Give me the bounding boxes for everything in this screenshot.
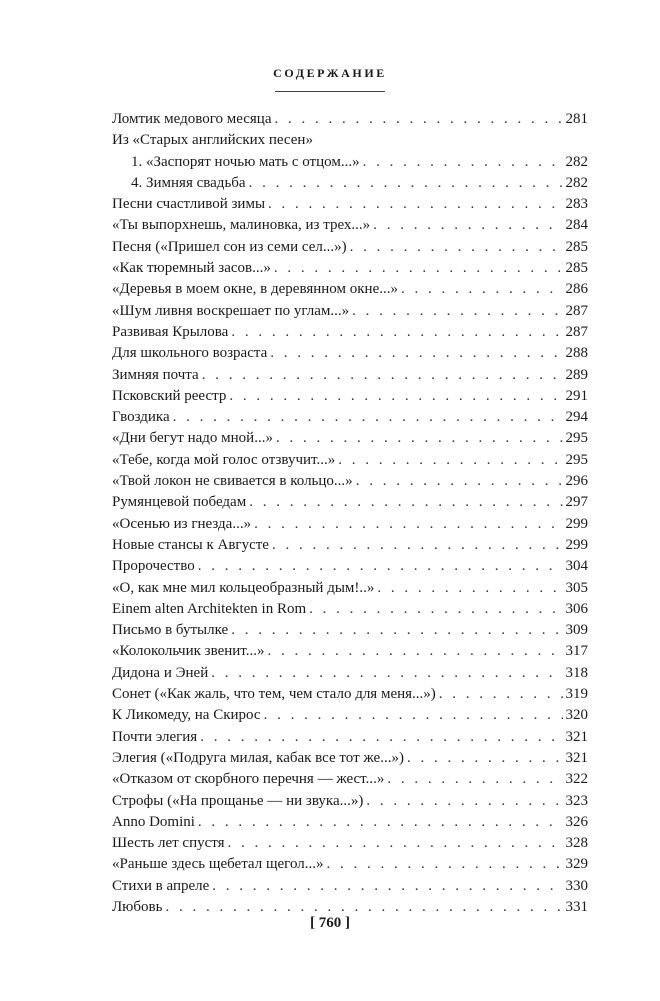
dot-leader	[272, 535, 563, 556]
toc-entry-title: Зимняя почта	[112, 366, 199, 383]
toc-entry-title: Развивая Крылова	[112, 323, 229, 340]
toc-entry-page: 287	[565, 302, 588, 319]
toc-entry-page: 299	[565, 515, 588, 532]
toc-entry-page: 295	[565, 451, 588, 468]
toc-entry-title: Письмо в бутылке	[112, 622, 229, 639]
toc-entry-page: 282	[565, 174, 588, 191]
toc-entry	[112, 237, 588, 258]
dot-leader	[407, 748, 563, 769]
toc-entry-page: 297	[565, 494, 588, 511]
toc-entry	[112, 428, 588, 449]
toc-entry-page: 318	[565, 664, 588, 681]
toc-entry	[112, 556, 588, 577]
toc-entry-page: 330	[565, 877, 588, 894]
toc-entry-page: 319	[565, 686, 588, 703]
dot-leader	[228, 833, 563, 854]
dot-leader	[264, 705, 563, 726]
toc-entry-title: Ломтик медового месяца	[112, 111, 272, 127]
toc-entry-page: 331	[565, 898, 588, 915]
toc-entry-page: 282	[565, 153, 588, 170]
toc-entry-page: 329	[565, 856, 588, 873]
dot-leader	[401, 279, 563, 300]
table-of-contents	[112, 109, 588, 918]
toc-entry-title: Песня («Пришел сон из семи сел...»)	[112, 238, 347, 255]
toc-entry-page: 323	[565, 792, 588, 809]
toc-entry-page: 296	[565, 473, 588, 490]
dot-leader	[373, 215, 562, 236]
toc-entry-title: «Как тюремный засов...»	[112, 260, 271, 277]
toc-entry	[112, 812, 588, 833]
toc-entry	[112, 258, 588, 279]
toc-entry-page: 286	[565, 281, 588, 298]
toc-entry-page: 287	[565, 323, 588, 340]
toc-entry-title: Шесть лет спустя	[112, 835, 225, 852]
dot-leader	[212, 876, 562, 897]
running-header	[0, 66, 660, 92]
dot-leader	[275, 109, 563, 130]
toc-entry	[112, 705, 588, 726]
toc-entry-title: Псковский реестр	[112, 387, 227, 404]
toc-entry-page: 285	[565, 260, 588, 277]
toc-entry	[112, 791, 588, 812]
toc-entry	[112, 322, 588, 343]
dot-leader	[363, 152, 563, 173]
toc-entry-page: 285	[565, 238, 588, 255]
toc-entry-title: «Твой локон не свивается в кольцо...»	[112, 473, 353, 490]
toc-entry-page: 291	[565, 387, 588, 404]
toc-entry-page: 284	[565, 217, 588, 234]
toc-entry-title: «Отказом от скорбного перечня — жест...»	[112, 771, 385, 788]
dot-leader	[439, 684, 563, 705]
toc-entry-title: К Ликомеду, на Скирос	[112, 707, 261, 724]
toc-entry-title: Любовь	[112, 898, 163, 915]
toc-entry-title: 1. «Заспорят ночью мать с отцом...»	[131, 153, 360, 170]
toc-entry	[112, 343, 588, 364]
header-divider	[275, 91, 385, 92]
toc-entry-title: Стихи в апреле	[112, 877, 210, 894]
toc-entry-page: 295	[565, 430, 588, 447]
toc-entry-page: 281	[565, 111, 588, 127]
page-number: [ 760 ]	[310, 915, 350, 931]
dot-leader	[274, 258, 563, 279]
toc-entry-title: 4. Зимняя свадьба	[131, 174, 246, 191]
toc-entry	[112, 407, 588, 428]
toc-entry-page: 288	[565, 345, 588, 362]
page-title: СОДЕРЖАНИЕ	[273, 66, 387, 80]
toc-entry	[112, 194, 588, 215]
toc-entry-title: «О, как мне мил кольцеобразный дым!..»	[112, 579, 375, 596]
toc-entry	[112, 535, 588, 556]
toc-entry	[112, 727, 588, 748]
dot-leader	[198, 556, 563, 577]
toc-entry-page: 317	[565, 643, 588, 660]
dot-leader	[387, 769, 562, 790]
toc-entry-title: Einem alten Architekten in Rom	[112, 600, 307, 617]
toc-entry	[112, 215, 588, 236]
toc-entry	[112, 620, 588, 641]
toc-entry	[112, 854, 588, 875]
toc-entry-title: «Осенью из гнезда...»	[112, 515, 252, 532]
toc-entry-title: Дидона и Эней	[112, 664, 209, 681]
toc-entry-title: «Колокольчик звенит...»	[112, 643, 265, 660]
toc-entry-page: 320	[565, 707, 588, 724]
toc-entry-page: 294	[565, 409, 588, 426]
toc-entry-title: Для школьного возраста	[112, 345, 268, 362]
toc-entry-title: Сонет («Как жаль, что тем, чем стало для меня...»)	[112, 686, 436, 703]
dot-leader	[249, 492, 562, 513]
dot-leader	[268, 194, 562, 215]
toc-entry-title: Песни счастливой зимы	[112, 196, 266, 213]
toc-entry-title: Строфы («На прощанье — ни звука...»)	[112, 792, 364, 809]
toc-entry-title: Новые стансы к Августе	[112, 536, 269, 553]
toc-entry-title: Anno Domini	[112, 813, 195, 830]
dot-leader	[377, 578, 562, 599]
toc-entry-page: 305	[565, 579, 588, 596]
toc-entry	[112, 684, 588, 705]
toc-entry	[112, 365, 588, 386]
toc-entry-page: 322	[565, 771, 588, 788]
dot-leader	[267, 641, 562, 662]
dot-leader	[229, 386, 562, 407]
dot-leader	[173, 407, 563, 428]
toc-entry-page: 299	[565, 536, 588, 553]
toc-entry-title: «Раньше здесь щебетал щегол...»	[112, 856, 324, 873]
toc-entry	[112, 386, 588, 407]
toc-entry	[112, 578, 588, 599]
toc-entry-title: «Тебе, когда мой голос отзвучит...»	[112, 451, 336, 468]
toc-entry	[112, 301, 588, 322]
toc-entry-title: Из «Старых английских песен»	[112, 132, 313, 149]
dot-leader	[211, 663, 562, 684]
toc-entry	[112, 748, 588, 769]
dot-leader	[338, 450, 562, 471]
dot-leader	[249, 173, 563, 194]
toc-entry	[112, 833, 588, 854]
toc-entry-page: 328	[565, 835, 588, 852]
toc-entry-page: 306	[565, 600, 588, 617]
toc-entry-title: Элегия («Подруга милая, кабак все тот же...»)	[112, 749, 404, 766]
toc-entry	[112, 152, 588, 173]
toc-entry-title: Гвоздика	[112, 409, 170, 426]
dot-leader	[352, 301, 562, 322]
toc-entry	[112, 173, 588, 194]
dot-leader	[231, 322, 562, 343]
toc-entry-page: 309	[565, 622, 588, 639]
toc-entry-page: 283	[565, 196, 588, 213]
dot-leader	[309, 599, 562, 620]
toc-entry	[112, 450, 588, 471]
toc-entry	[112, 599, 588, 620]
toc-entry-page: 321	[565, 728, 588, 745]
toc-entry	[112, 279, 588, 300]
dot-leader	[254, 514, 562, 535]
toc-entry-page: 326	[565, 813, 588, 830]
toc-entry	[112, 514, 588, 535]
dot-leader	[270, 343, 562, 364]
toc-entry	[112, 876, 588, 897]
dot-leader	[198, 812, 563, 833]
toc-entry-page: 304	[565, 558, 588, 575]
toc-entry	[112, 663, 588, 684]
dot-leader	[276, 428, 563, 449]
toc-entry-title: «Ты выпорхнешь, малиновка, из трех...»	[112, 217, 371, 234]
toc-entry	[112, 769, 588, 790]
toc-entry	[112, 641, 588, 662]
toc-entry-page: 289	[565, 366, 588, 383]
dot-leader	[350, 237, 563, 258]
toc-entry	[112, 471, 588, 492]
dot-leader	[200, 727, 562, 748]
toc-entry-title: «Шум ливня воскрешает по углам...»	[112, 302, 350, 319]
toc-entry-title: Пророчество	[112, 558, 195, 575]
toc-entry-page: 321	[565, 749, 588, 766]
dot-leader	[356, 471, 563, 492]
toc-entry	[112, 130, 588, 151]
toc-entry	[112, 109, 588, 130]
dot-leader	[231, 620, 562, 641]
dot-leader	[326, 854, 562, 875]
toc-entry-title: Румянцевой победам	[112, 494, 247, 511]
toc-entry-title: «Дни бегут надо мной...»	[112, 430, 273, 447]
dot-leader	[202, 365, 563, 386]
toc-entry-title: «Деревья в моем окне, в деревянном окне...»	[112, 281, 398, 298]
toc-entry	[112, 492, 588, 513]
toc-entry-title: Почти элегия	[112, 728, 198, 745]
dot-leader	[366, 791, 562, 812]
